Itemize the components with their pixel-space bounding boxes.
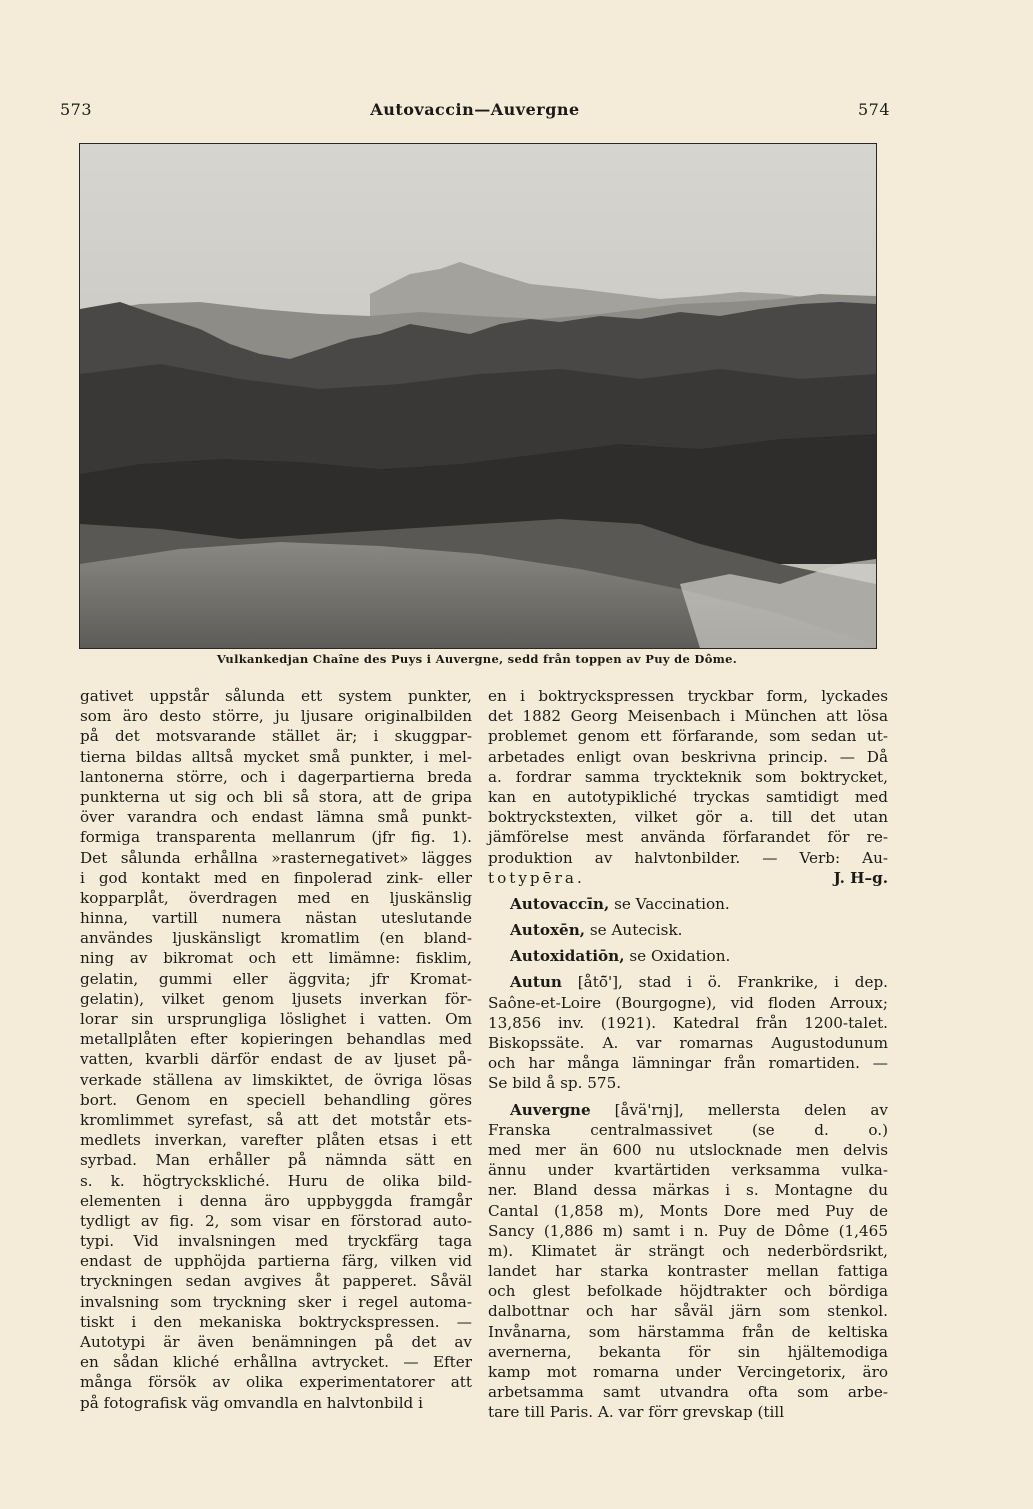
text-line: s. k. högtryckskliché. Huru de olika bild- <box>80 1171 472 1190</box>
entry-text: se Autecisk. <box>589 921 683 940</box>
text-line: användes ljuskänsligt kromatlim (en bland- <box>80 929 472 948</box>
text-line: lorar sin ursprungliga löslighet i vatten. Om <box>80 1010 472 1028</box>
entry-auvergne <box>488 1100 888 1120</box>
text-line: m). Klimatet är strängt och nederbördsrikt, <box>488 1241 888 1260</box>
text-line: arbetsamma samt utvandra ofta som arbe- <box>488 1383 888 1402</box>
text-line: vatten, kvarbli därför endast de av ljuset på- <box>80 1050 472 1069</box>
text-line: i god kontakt med en finpolerad zink- eller <box>80 868 472 887</box>
text-line: med mer än 600 nu utslocknade men delvis <box>488 1140 888 1159</box>
text-line: tiskt i den mekaniska boktryckspressen. — <box>80 1312 472 1331</box>
volcano-landscape-photo <box>79 143 877 649</box>
text-line: medlets inverkan, varefter plåten etsas i ett <box>80 1131 472 1150</box>
text-line: tryckningen sedan avgives åt papperet. Såväl <box>80 1272 472 1291</box>
text-line: kamp mot romarna under Vercingetorix, äro <box>488 1363 888 1381</box>
text-line: problemet genom ett förfarande, som sedan ut- <box>488 727 888 746</box>
verb-form: totypēra. <box>488 868 585 887</box>
text-line: jämförelse mest använda förfarandet för re- <box>488 828 888 847</box>
text-line: Biskopssäte. A. var romarnas Augustodunum <box>488 1034 888 1052</box>
text-line: Det sålunda erhållna »rasternegativet» lägges <box>80 848 472 867</box>
landscape-illustration <box>80 144 876 648</box>
text-line: bort. Genom en speciell behandling göres <box>80 1090 472 1109</box>
text-line: dalbottnar och har såväl järn som stenkol. <box>488 1302 888 1321</box>
text-line: kan en autotypikliché tryckas samtidigt med <box>488 787 888 806</box>
text-line: lantonerna större, och i dagerpartierna breda <box>80 767 472 786</box>
text-line: elementen i denna äro uppbyggda framgår <box>80 1191 472 1210</box>
text-line: Saône-et-Loire (Bourgogne), vid floden Arroux; <box>488 993 888 1012</box>
text-line: Invånarna, som härstamma från de keltiska <box>488 1322 888 1341</box>
text-line: och glest befolkade höjdtrakter och bördiga <box>488 1282 888 1301</box>
figure-caption: Vulkankedjan Chaîne des Puys i Auvergne, sedd från toppen av Puy de Dôme. <box>216 652 738 666</box>
entry-text: [åtō̃'], stad i ö. Frankrike, i dep. <box>577 973 888 992</box>
text-line: ner. Bland dessa märkas i s. Montagne du <box>488 1181 888 1200</box>
text-line: över varandra och endast lämna små punkt- <box>80 808 472 827</box>
text-line: Sancy (1,886 m) samt i n. Puy de Dôme (1,465 <box>488 1221 888 1240</box>
text-line: endast de upphöjda partierna färg, vilken vid <box>80 1252 472 1271</box>
page-header <box>60 100 890 124</box>
text-line: Franska centralmassivet (se d. o.) <box>488 1120 888 1139</box>
entry-headword: Autoxēn, <box>510 921 586 940</box>
text-line: typi. Vid invalsningen med tryckfärg taga <box>80 1232 472 1251</box>
entry-headword: Autovaccīn, <box>510 894 610 913</box>
page-number-left: 573 <box>60 100 93 119</box>
text-line: kopparplåt, överdragen med en ljuskänslig <box>80 888 472 907</box>
text-line: 13,856 inv. (1921). Katedral från 1200-talet. <box>488 1013 888 1032</box>
text-line: verkade ställena av limskiktet, de övriga lösas <box>80 1070 472 1089</box>
text-line: gelatin), vilket genom ljusets inverkan för- <box>80 989 472 1008</box>
text-line: a. fordrar samma tryckteknik som boktrycket, <box>488 767 888 786</box>
text-line: syrbad. Man erhåller på nämnda sätt en <box>80 1151 472 1170</box>
right-column <box>488 686 888 1423</box>
entry-autoxidation <box>488 946 888 966</box>
header-title: Autovaccin—Auvergne <box>370 100 580 119</box>
text-line: många försök av olika experimentatorer att <box>80 1373 472 1392</box>
entry-headword: Autoxidatiōn, <box>510 947 625 966</box>
text-line: ännu under kvartärtiden verksamma vulka- <box>488 1161 888 1180</box>
text-line: tydligt av fig. 2, som visar en förstorad auto- <box>80 1211 472 1230</box>
text-line: invalsning som tryckning sker i regel automa- <box>80 1292 472 1311</box>
entry-headword: Auvergne <box>510 1100 591 1119</box>
entry-autun <box>488 972 888 992</box>
author-signature: J. H–g. <box>833 868 888 887</box>
text-line: en sådan kliché erhållna avtrycket. — Efter <box>80 1353 472 1372</box>
text-line: punkterna ut sig och bli så stora, att de gripa <box>80 787 472 806</box>
text-line: tare till Paris. A. var förr grevskap (till <box>488 1403 785 1422</box>
entry-autoxen <box>488 920 888 940</box>
text-line-signature <box>488 868 888 888</box>
text-line: det 1882 Georg Meisenbach i München att lösa <box>488 707 888 726</box>
text-line: produktion av halvtonbilder. — Verb: Au- <box>488 848 888 867</box>
text-line: tierna bildas alltså mycket små punkter, i mel- <box>80 747 472 766</box>
text-line: på fotografisk väg omvandla en halvtonbild i <box>80 1393 423 1412</box>
page-number-right: 574 <box>857 100 890 119</box>
left-column <box>80 686 472 1413</box>
entry-text: se Oxidation. <box>629 947 731 966</box>
text-line: metallplåten efter kopieringen behandlas med <box>80 1030 472 1049</box>
text-line: Autotypi är även benämningen på det av <box>80 1333 472 1351</box>
text-line: gelatin, gummi eller äggvita; jfr Kromat- <box>80 969 472 988</box>
entry-text: se Vaccination. <box>614 894 730 913</box>
text-line: Cantal (1,858 m), Monts Dore med Puy de <box>488 1201 888 1220</box>
text-line: avernerna, bekanta för sin hjältemodiga <box>488 1342 888 1361</box>
text-line: och har många lämningar från romartiden. — <box>488 1054 888 1073</box>
text-line: på det motsvarande stället är; i skuggpar- <box>80 727 472 746</box>
text-line: hinna, vartill numera nästan uteslutande <box>80 909 472 928</box>
text-line: gativet uppstår sålunda ett system punkter, <box>80 687 472 705</box>
text-line: arbetades enligt ovan beskrivna princip. — Då <box>488 747 888 766</box>
text-line: en i boktryckspressen tryckbar form, lyckades <box>488 687 888 705</box>
text-line: landet har starka kontraster mellan fattiga <box>488 1262 888 1281</box>
text-line: som äro desto större, ju ljusare originalbilden <box>80 707 472 726</box>
text-line: ning av bikromat och ett limämne: fisklim, <box>80 949 472 968</box>
text-line: Se bild å sp. 575. <box>488 1074 622 1093</box>
text-line: kromlimmet syrefast, så att det motstår ets- <box>80 1110 472 1129</box>
entry-autovaccin <box>488 894 888 914</box>
text-line: boktryckstexten, vilket gör a. till det utan <box>488 808 888 827</box>
text-line: formiga transparenta mellanrum (jfr fig. 1). <box>80 828 472 847</box>
entry-text: [åvä'rnj], mellersta delen av <box>614 1100 888 1119</box>
entry-headword: Autun <box>510 973 562 992</box>
